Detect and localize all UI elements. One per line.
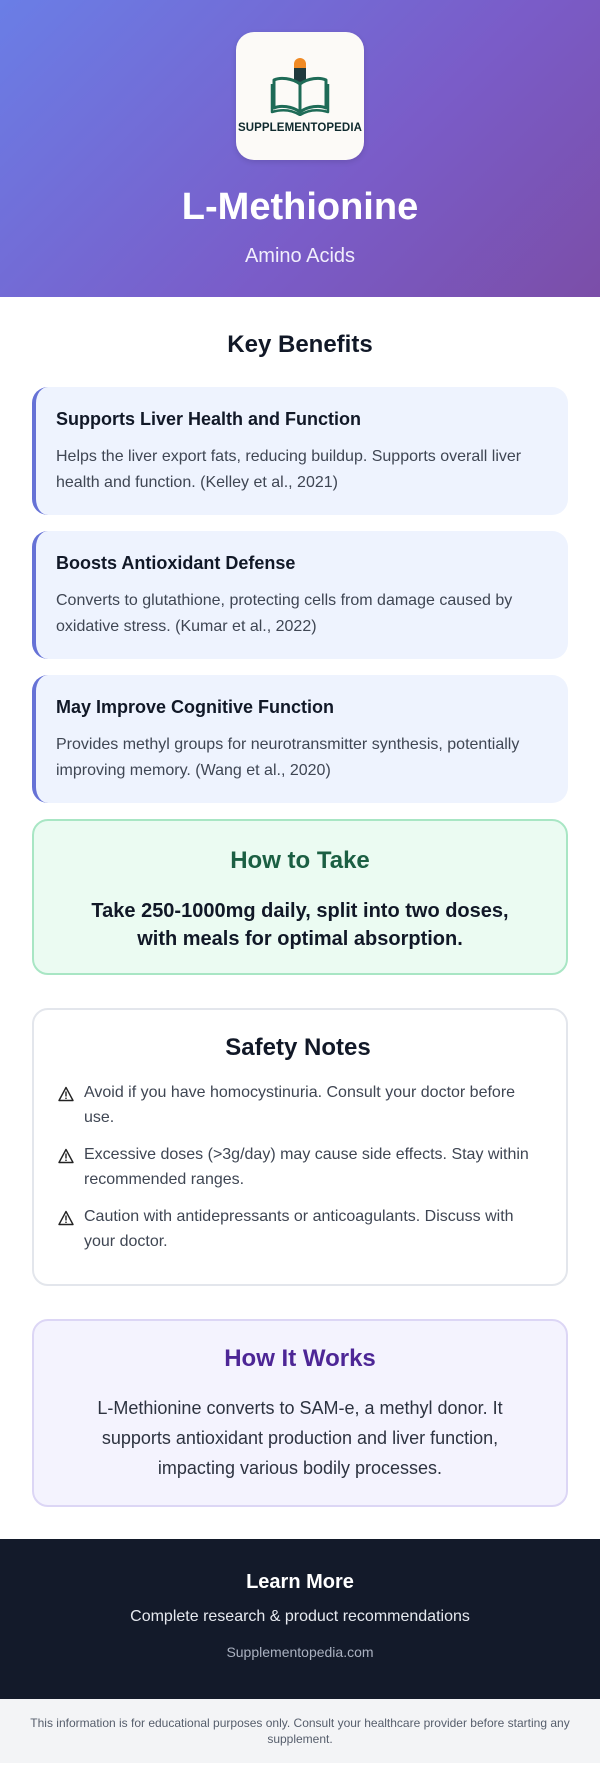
benefit-title: May Improve Cognitive Function — [56, 697, 335, 717]
warning-icon — [58, 1210, 74, 1226]
learn-more-description: Complete research & product recommendations — [130, 1608, 470, 1625]
warning-icon — [58, 1086, 74, 1102]
dosage-text: Take 250-1000mg daily, split into two doses, with meals for optimal absorption. — [91, 900, 509, 950]
benefit-card — [32, 531, 568, 659]
safety-item — [58, 1204, 538, 1254]
benefit-card — [32, 675, 568, 803]
how-it-works-card — [32, 1319, 568, 1507]
safety-heading: Safety Notes — [225, 1034, 371, 1061]
benefit-text: Helps the liver export fats, reducing buildup. Supports overall liver health and function. (Kelley et al., 2021) — [56, 448, 522, 491]
benefits-list — [0, 387, 600, 803]
benefit-title: Supports Liver Health and Function — [56, 409, 362, 429]
learn-more-heading: Learn More — [246, 1571, 354, 1593]
site-link[interactable]: Supplementopedia.com — [226, 1644, 374, 1660]
safety-notes-card — [32, 1008, 568, 1286]
logo-text: SUPPLEMENTOPEDIA — [237, 122, 363, 134]
safety-list — [58, 1080, 538, 1254]
benefit-card — [32, 387, 568, 515]
learn-more-footer — [0, 1539, 600, 1699]
how-it-works-heading: How It Works — [224, 1345, 376, 1372]
page-title: L-Methionine — [181, 186, 419, 228]
benefit-title: Boosts Antioxidant Defense — [56, 553, 296, 573]
how-to-take-heading: How to Take — [230, 847, 370, 874]
safety-item — [58, 1080, 538, 1130]
safety-text: Caution with antidepressants or anticoagulants. Discuss with your doctor. — [84, 1208, 514, 1250]
book-capsule-icon — [270, 58, 330, 116]
hero-header — [0, 0, 600, 297]
disclaimer: This information is for educational purposes only. Consult your healthcare provider before starting any supplement. — [0, 1699, 600, 1763]
benefits-heading: Key Benefits — [227, 331, 373, 358]
category-label: Amino Acids — [244, 245, 356, 267]
benefit-text: Provides methyl groups for neurotransmitter synthesis, potentially improving memory. (Wang et al., 2020) — [56, 736, 520, 779]
how-to-take-card — [32, 819, 568, 975]
safety-text: Excessive doses (>3g/day) may cause side effects. Stay within recommended ranges. — [84, 1146, 529, 1188]
safety-item — [58, 1142, 538, 1192]
brand-logo[interactable] — [236, 32, 364, 160]
mechanism-text: L-Methionine converts to SAM-e, a methyl donor. It supports antioxidant production and liver function, impacting various bodily processes. — [97, 1398, 503, 1478]
benefit-text: Converts to glutathione, protecting cells from damage caused by oxidative stress. (Kumar et al., 2022) — [56, 592, 513, 635]
warning-icon — [58, 1148, 74, 1164]
safety-text: Avoid if you have homocystinuria. Consult your doctor before use. — [84, 1084, 516, 1126]
